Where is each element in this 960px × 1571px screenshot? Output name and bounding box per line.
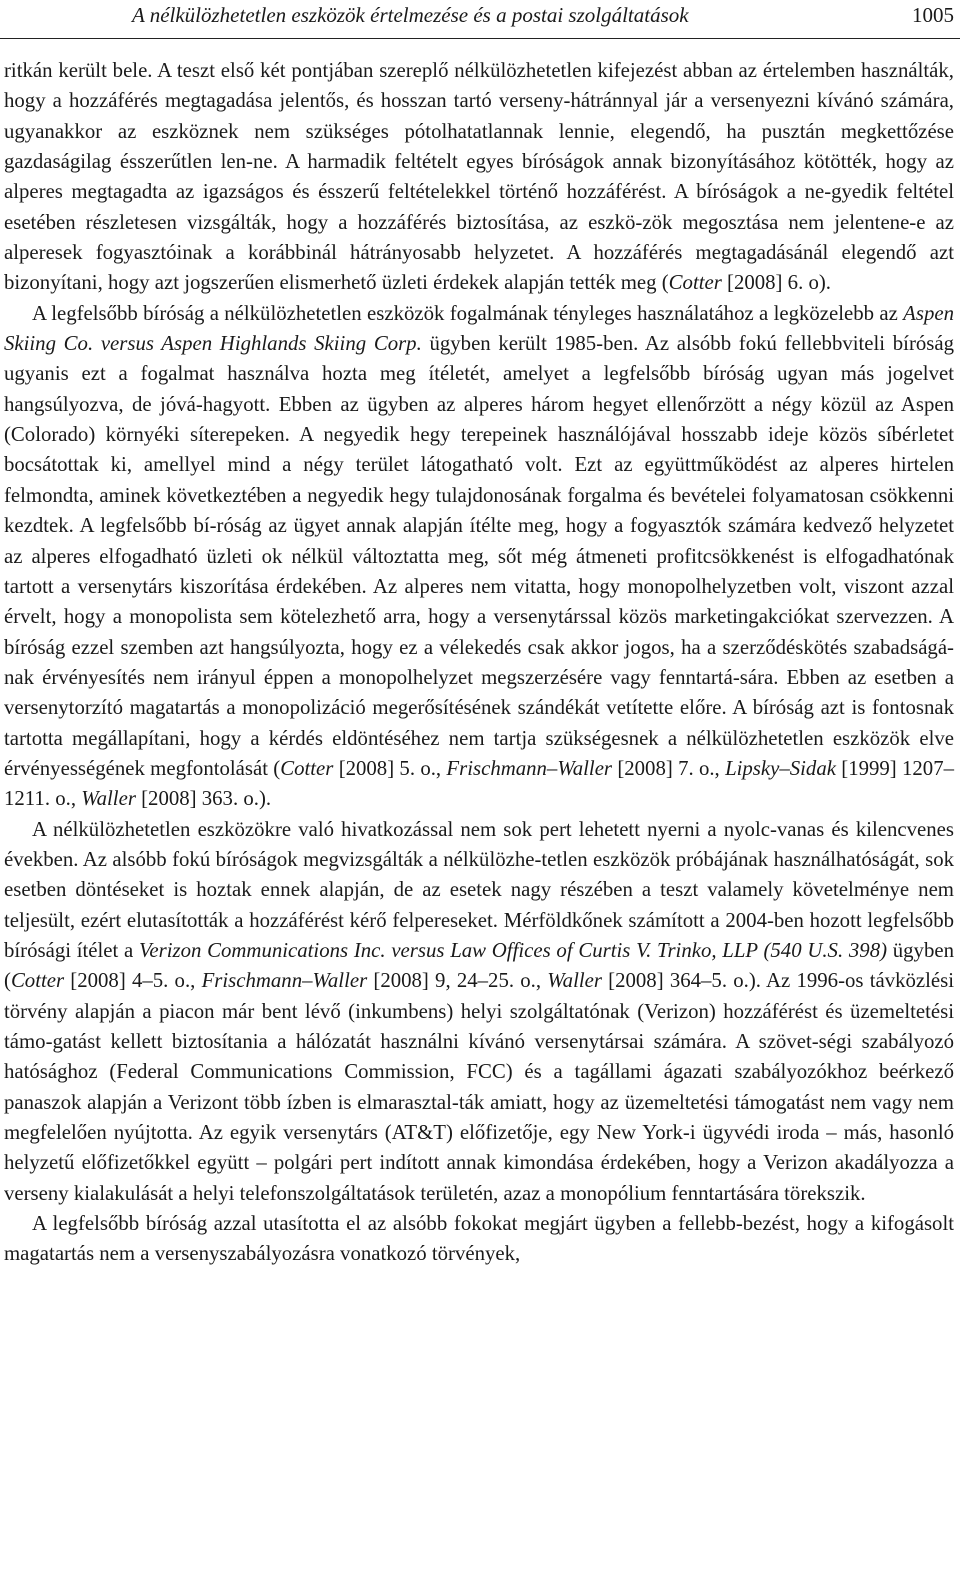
paragraph	[4, 299, 954, 815]
text-run: [2008] 364–5. o.). Az 1996-os távközlési törvény alapján a piacon már bent lévő (inkumbens) helyi szolgáltatónak (Verizon) hozzáférést és üzemeltetési támo-gatást kellett biztosítania a hálózatát használni kívánó versenytársai számára. A szövet-ségi szabályozó hatósághoz (Federal Communications Commission, FCC) és a tagállami ágazati szabályozókhoz beérkező panaszok alapján a Verizont több ízben is elmarasztal-ták amiatt, hogy az üzemeltetési támogatást nem vagy nem megfelelően nyújtotta. Az egyik versenytárs (AT&T) előfizetője, egy New York-i ügyvédi iroda – más, hasonló helyzetű előfizetőkkel együtt – polgári pert indított annak kimondása érdekében, hogy a Verizon akadályozza a verseny kialakulását a helyi telefonszolgáltatások területén, azaz a monopólium fenntartására törekszik.	[4, 969, 955, 1205]
citation-italic: Waller	[81, 787, 136, 811]
text-run: [2008] 363. o.).	[135, 787, 272, 811]
text-run: [1999] 1207–1211. o.,	[4, 756, 954, 811]
text-run: A legfelsőbb bíróság a nélkülözhetetlen eszközök fogalmának tényleges használatához a legközelebb az	[32, 301, 904, 325]
text-run: [2008] 9, 24–25. o.,	[367, 969, 548, 993]
citation-italic: Aspen Skiing Co. versus Aspen Highlands Skiing Corp.	[4, 301, 954, 356]
citation-italic: Cotter	[10, 969, 65, 993]
running-header	[0, 0, 960, 39]
text-run: [2008] 5. o.,	[333, 756, 447, 780]
text-run: ügyben került 1985-ben. Az alsóbb fokú fellebbviteli bíróság ugyanis ezt a fogalmat használva hozta meg ítéletét, amelyet a legfelsőbb bíróság ugyan más jogelvet hangsúlyozva, de jóvá-hagyott. Ebben az ügyben az alperes három hegyet ellenőrzött a négy közül az Aspen (Colorado) környéki síterepeken. A negyedik hegy terepeinek használójával hosszabb ideje közös síbérletet bocsátottak ki, amellyel mind a négy terület látogatható volt. Ezt az együttműködést az alperes hirtelen felmondta, aminek következtében a negyedik hegy tulajdonosának forgalma és bevételei folyamatosan csökkenni kezdtek. A legfelsőbb bí-róság az ügyet annak alapján ítélte meg, hogy a fogyasztók számára kedvező helyzetet az alperes elfogadható üzleti ok nélkül változtatta meg, sőt még átmeneti profitcsökkenést is elfogadhatónak tartott a versenytárs kiszorítása érdekében. Az alperes nem vitatta, hogy monopolhelyzetben volt, viszont azzal érvelt, hogy a monopolista sem kötelezhető arra, hogy a versenytárssal közös marketingakciókat szervezzen. A bíróság ezzel szemben azt hangsúlyozta, hogy ez a vélekedés csak akkor jogos, ha a szerződéskötés szabadságá-nak érvényesítés nem irányul éppen a monopolhelyzet megszerzésére vagy fenntartá-sára. Ebben az esetben a versenytorzító magatartás a monopolizáció megerősítésének szándékát vetítette előre. A bíróság azt is fontosnak tartotta megállapítani, hogy a kérdés eldöntéséhez nem tartja szükségesnek a nélkülözhetetlen eszközök elve érvényességének megfontolását (	[4, 332, 954, 780]
body-text	[4, 56, 954, 1270]
page-number: 1005	[912, 3, 954, 27]
citation-italic: Lipsky–Sidak	[725, 756, 836, 780]
citation-italic: Verizon Communications Inc. versus Law Offices of Curtis V. Trinko, LLP (540 U.S. 398)	[139, 938, 888, 962]
text-run: A nélkülözhetetlen eszközökre való hivatkozással nem sok pert lehetett nyerni a nyolc-vanas és kilencvenes években. Az alsóbb fokú bíróságok megvizsgálták a nélkülözhe-tetlen eszközök próbájának használhatóságát, sok esetben döntéseket is hoztak ennek alapján, de az esetek nagy részében a teszt valamely követelménye nem teljesült, ezért elutasították a hozzáférést kérő felpereseket. Mérföldkőnek számított a 2004-ben hozott legfelsőbb bírósági ítélet a	[4, 817, 954, 962]
paragraph	[4, 56, 954, 299]
text-run: [2008] 7. o.,	[612, 756, 726, 780]
citation-italic: Frischmann–Waller	[201, 969, 368, 993]
text-run: [2008] 4–5. o.,	[64, 969, 202, 993]
paragraph	[4, 1209, 954, 1270]
paragraph	[4, 815, 954, 1209]
text-run: [2008] 6. o).	[721, 271, 831, 295]
text-run: ritkán került bele. A teszt első két pontjában szereplő nélkülözhetetlen kifejezést abban az értelemben használták, hogy a hozzáférés megtagadása jelentős, és hosszan tartó verseny-hátránnyal jár a versenyezni kívánó számára, ugyanakkor az eszköznek nem szükséges pótolhatatlannak lennie, elegendő, ha pusztán megkettőzése gazdaságilag ésszerűtlen len-ne. A harmadik feltételt egyes bíróságok annak bizonyításához kötötték, hogy az alperes megtagadta az igazságos és ésszerű feltételekkel történő hozzáférést. A bíróságok a ne-gyedik feltétel esetében részletesen vizsgálták, hogy a hozzáférés biztosítása, az eszkö-zök megosztása nem jelentene-e az alperesek fogyasztóinak a korábbinál hátrányosabb helyzetet. A hozzáférés megtagadásánál elegendő azt bizonyítani, hogy azt jogszerűen elismerhető üzleti érdekek alapján tették meg (	[4, 59, 954, 295]
text-run: ügyben (	[4, 938, 954, 993]
citation-italic: Cotter	[668, 271, 722, 295]
citation-italic: Cotter	[280, 756, 334, 780]
text-run: A legfelsőbb bíróság azzal utasította el az alsóbb fokokat megjárt ügyben a fellebb-bezést, hogy a kifogásolt magatartás nem a versenyszabályozásra vonatkozó törvények,	[4, 1212, 954, 1266]
citation-italic: Frischmann–Waller	[446, 756, 613, 780]
running-title: A nélkülözhetetlen eszközök értelmezése és a postai szolgáltatások	[132, 3, 689, 27]
citation-italic: Waller	[547, 969, 602, 993]
